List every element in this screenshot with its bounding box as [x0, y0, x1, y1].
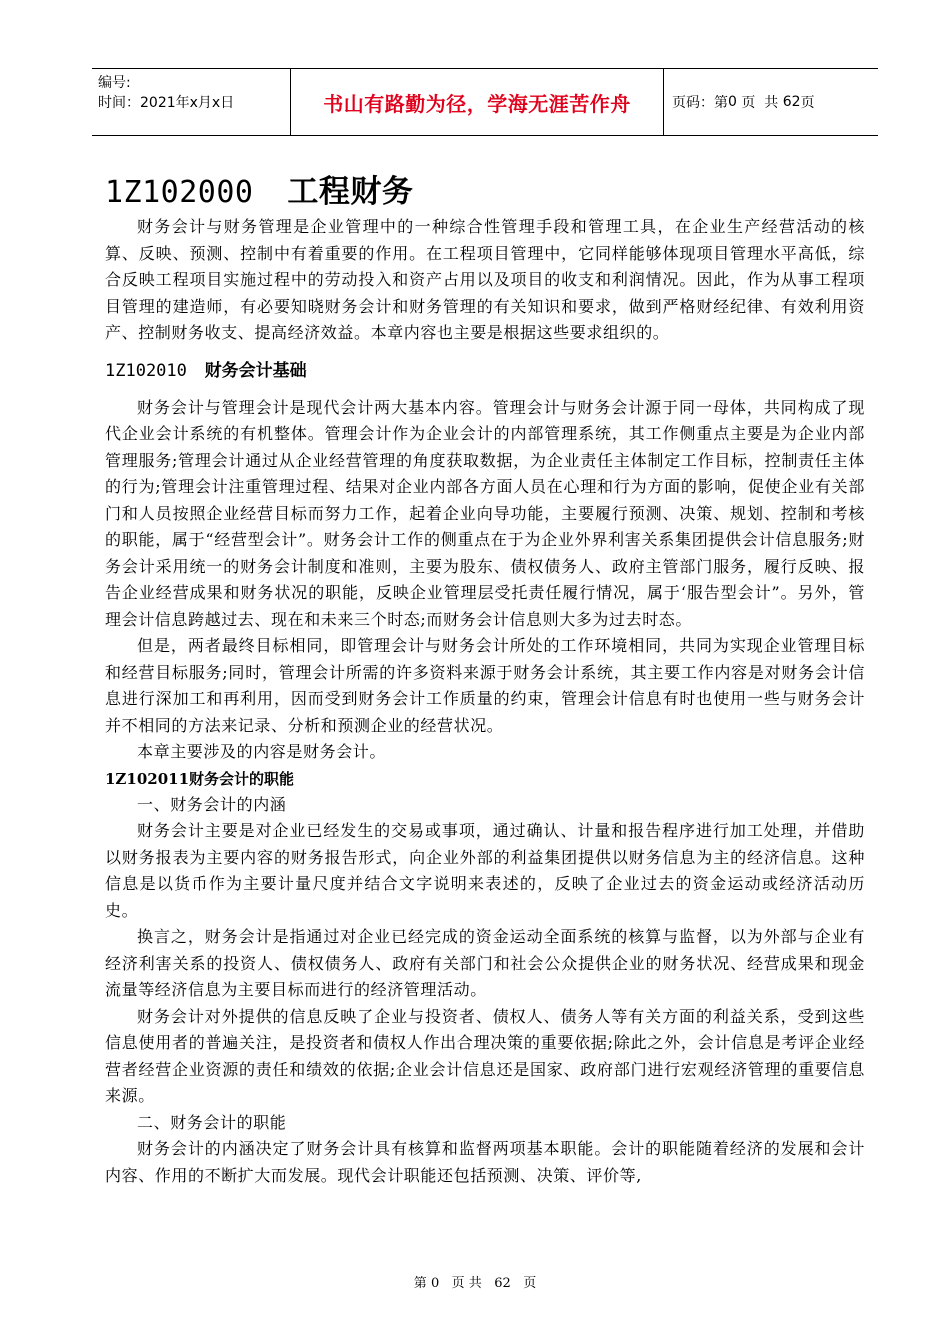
serial-label: 编号: [98, 75, 131, 91]
page-header [92, 68, 878, 136]
section-code: 1Z102010 [105, 360, 187, 381]
subsection-heading [105, 766, 865, 792]
chapter-title [105, 170, 865, 214]
page-footer: 第 0 页 共 62 页 [413, 1276, 537, 1291]
section-heading [105, 357, 865, 385]
header-page-current: 0 [728, 94, 737, 110]
paragraph: 换言之，财务会计是指通过对企业已经完成的资金运动全面系统的核算与监督，以为外部与企业有经济利害关系的投资人、债权债务人、政府有关部门和社会公众提供企业的财务状况、经营成果和现金流量等经济信息为主要目标而进行的经济管理活动。 [105, 927, 865, 999]
section-title: 财务会计基础 [204, 360, 307, 381]
paragraph: 财务会计与管理会计是现代会计两大基本内容。管理会计与财务会计源于同一母体，共同构成了现代企业会计系统的有机整体。管理会计作为企业会计的内部管理系统，其工作侧重点主要是为企业内部管理服务;管理会计通过从企业经营管理的角度获取数据，为企业责任主体制定工作目标，控制责任主体的行为;管理会计注重管理过程、结果对企业内部各方面人员在心理和行为方面的影响，促使企业有关部门和人员按照企业经营目标而努力工作，起着企业向导功能，主要履行预测、决策、规划、控制和考核的职能，属于“经营型会计”。财务会计工作的侧重点在于为企业外界利害关系集团提供会计信息服务;财务会计采用统一的财务会计制度和准则，主要为股东、债权债务人、政府主管部门服务，履行反映、报告企业经营成果和财务状况的职能，反映企业管理层受托责任履行情况，属于‘服告型会计”。另外，管理会计信息跨越过去、现在和未来三个时态;而财务会计信息则大多为过去时态。 [105, 397, 865, 629]
item-heading: 二、财务会计的职能 [137, 1112, 287, 1132]
time-label: 时间：2021年x月x日 [98, 95, 235, 111]
subsection-title: 财务会计的职能 [189, 769, 295, 788]
chapter-code: 1Z102000 [105, 175, 254, 210]
header-page-total: 62 [782, 94, 801, 110]
document-body [105, 170, 865, 1189]
footer-page-current: 0 [430, 1276, 440, 1291]
paragraph: 但是，两者最终目标相同，即管理会计与财务会计所处的工作环境相同，共同为实现企业管理目标和经营目标服务;同时，管理会计所需的许多资料来源于财务会计系统，其主要工作内容是对财务会计信息进行深加工和再利用，因而受到财务会计工作质量的约束，管理会计信息有时也使用一些与财务会计并不相同的方法来记录、分析和预测企业的经营状况。 [105, 636, 865, 735]
paragraph: 财务会计对外提供的信息反映了企业与投资者、债权人、债务人等有关方面的利益关系，受到这些信息使用者的普遍关注，是投资者和债权人作出合理决策的重要依据;除此之外，会计信息是考评企业经营者经营企业资源的责任和绩效的依据;企业会计信息还是国家、政府部门进行宏观经济管理的重要信息来源。 [105, 1006, 865, 1105]
paragraph: 财务会计的内涵决定了财务会计具有核算和监督两项基本职能。会计的职能随着经济的发展和会计内容、作用的不断扩大而发展。现代会计职能还包括预测、决策、评价等, [105, 1139, 865, 1185]
item-heading: 一、财务会计的内涵 [137, 794, 287, 814]
header-page-number: 页码：第 0 页 共 62 页 [672, 94, 815, 111]
intro-paragraph: 财务会计与财务管理是企业管理中的一种综合性管理手段和管理工具，在企业生产经营活动的核算、反映、预测、控制中有着重要的作用。在工程项目管理中，它同样能够体现项目管理水平高低，综合反映工程项目实施过程中的劳动投入和资产占用以及项目的收支和利润情况。因此，作为从事工程项目管理的建造师，有必要知晓财务会计和财务管理的有关知识和要求，做到严格财经纪律、有效利用资产、控制财务收支、提高经济效益。本章内容也主要是根据这些要求组织的。 [105, 217, 865, 342]
subsection-code: 1Z102011 [105, 769, 190, 788]
header-motto: 书山有路勤为径，学海无涯苦作舟 [291, 69, 664, 135]
chapter-title-text: 工程财务 [287, 174, 414, 210]
paragraph: 财务会计主要是对企业已经发生的交易或事项，通过确认、计量和报告程序进行加工处理，并借助以财务报表为主要内容的财务报告形式，向企业外部的利益集团提供以财务信息为主的经济信息。这种信息是以货币作为主要计量尺度并结合文字说明来表述的，反映了企业过去的资金运动或经济活动历史。 [105, 821, 865, 920]
paragraph: 本章主要涉及的内容是财务会计。 [137, 742, 387, 761]
header-meta-cell [92, 69, 291, 135]
footer-page-total: 62 [494, 1276, 511, 1291]
